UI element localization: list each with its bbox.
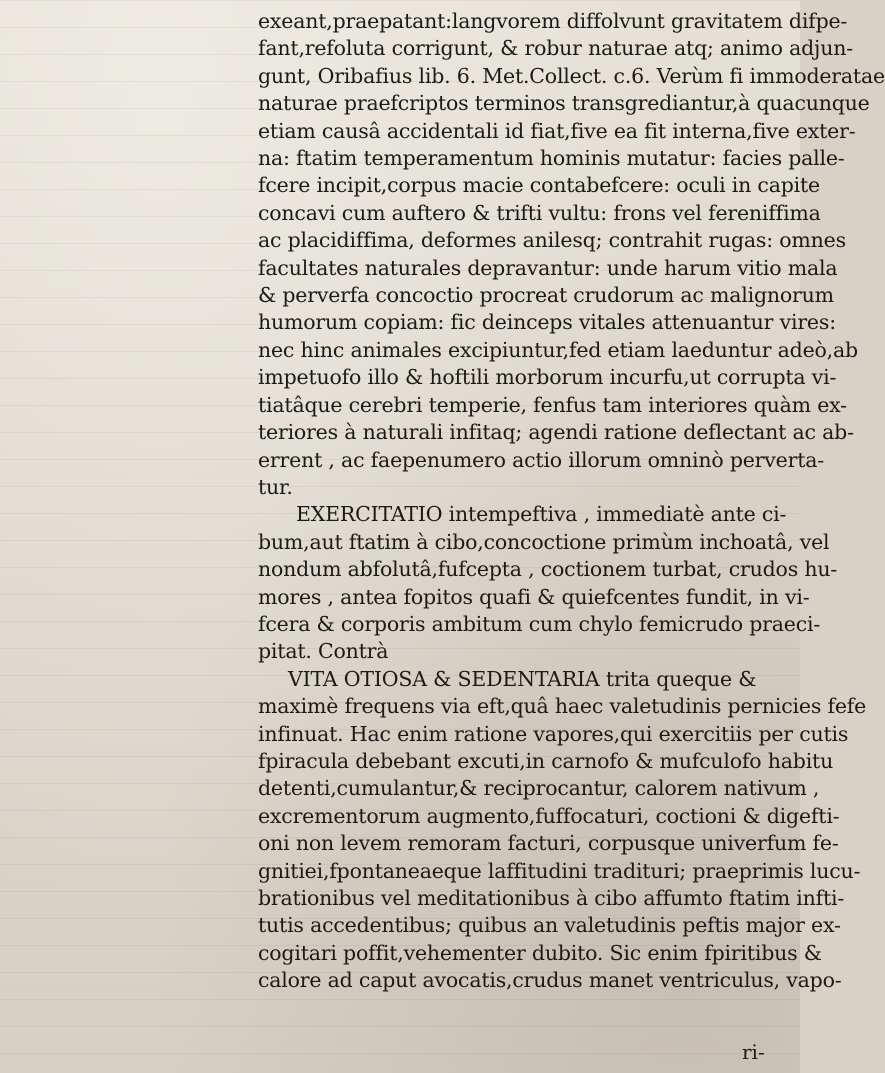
main-text	[258, 8, 885, 995]
catchword: ri-	[742, 1040, 765, 1064]
text-line: gunt, Oribafius lib. 6. Met.Collect. c.6. Verùm fi immoderatae	[258, 63, 885, 88]
text-line: concavi cum auftero & trifti vultu: frons vel fereniffima	[258, 200, 821, 225]
text-line: nec hinc animales excipiuntur,fed etiam laeduntur adeò,ab	[258, 337, 858, 362]
text-line: ac placidiffima, deformes anilesq; contrahit rugas: omnes	[258, 228, 846, 253]
text-line: facultates naturales depravantur: unde harum vitio mala	[258, 255, 838, 280]
text-line: etiam causâ accidentali id fiat,five ea fit interna,five exter-	[258, 118, 856, 143]
text-line: exeant,praepatant:langvorem diffolvunt gravitatem difpe-	[258, 9, 848, 33]
text-line: oni non levem remoram facturi, corpusque univerfum fe-	[258, 831, 839, 856]
text-line: gnitiei,fpontaneaeque laffitudini tradituri; praeprimis lucu-	[258, 858, 861, 883]
text-line: tur.	[258, 474, 293, 499]
text-line: cogitari poffit,vehementer dubito. Sic enim fpiritibus &	[258, 940, 822, 965]
section-heading-vita-otiosa: VITA OTIOSA & SEDENTARIA trita queque &	[288, 666, 757, 691]
text-line: calore ad caput avocatis,crudus manet ventriculus, vapo-	[258, 968, 842, 993]
text-line: fpiracula debebant excuti,in carnofo & mufculofo habitu	[258, 748, 834, 773]
section-heading-exercitatio: EXERCITATIO intempeftiva , immediatè ante ci-	[296, 502, 787, 527]
text-line: & perverfa concoctio procreat crudorum ac malignorum	[258, 283, 834, 308]
text-line: fcera & corporis ambitum cum chylo femicrudo praeci-	[258, 611, 821, 636]
text-line: naturae praefcriptos terminos transgrediantur,à quacunque	[258, 91, 870, 116]
text-line: excrementorum augmento,fuffocaturi, coctioni & digefti-	[258, 803, 840, 828]
text-line: tutis accedentibus; quibus an valetudinis peftis major ex-	[258, 913, 841, 938]
text-line: infinuat. Hac enim ratione vapores,qui exercitiis per cutis	[258, 721, 849, 746]
text-line: mores , antea fopitos quafi & quiefcentes fundit, in vi-	[258, 584, 810, 609]
text-line: na: ftatim temperamentum hominis mutatur: facies palle-	[258, 146, 845, 171]
text-line: brationibus vel meditationibus à cibo affumto ftatim infti-	[258, 886, 845, 910]
text-line: nondum abfolutâ,fufcepta , coctionem turbat, crudos hu-	[258, 557, 838, 582]
text-line: errent , ac faepenumero actio illorum omninò perverta-	[258, 447, 824, 472]
text-line: pitat. Contrà	[258, 639, 389, 664]
text-line: bum,aut ftatim à cibo,concoctione primùm inchoatâ, vel	[258, 529, 830, 554]
text-line: teriores à naturali infitaq; agendi ratione deflectant ac ab-	[258, 420, 854, 445]
text-line: detenti,cumulantur,& reciprocantur, calorem nativum ,	[258, 776, 820, 801]
text-line: maximè frequens via eft,quâ haec valetudinis pernicies fefe	[258, 694, 867, 719]
text-line: fcere incipit,corpus macie contabefcere: oculi in capite	[258, 173, 820, 198]
text-line: fant,refoluta corrigunt, & robur naturae atq; animo adjun-	[258, 36, 853, 61]
text-line: tiatâque cerebri temperie, fenfus tam interiores quàm ex-	[258, 392, 847, 417]
text-line: impetuofo illo & hoftili morborum incurfu,ut corrupta vi-	[258, 365, 837, 390]
text-line: humorum copiam: fic deinceps vitales attenuantur vires:	[258, 310, 836, 335]
